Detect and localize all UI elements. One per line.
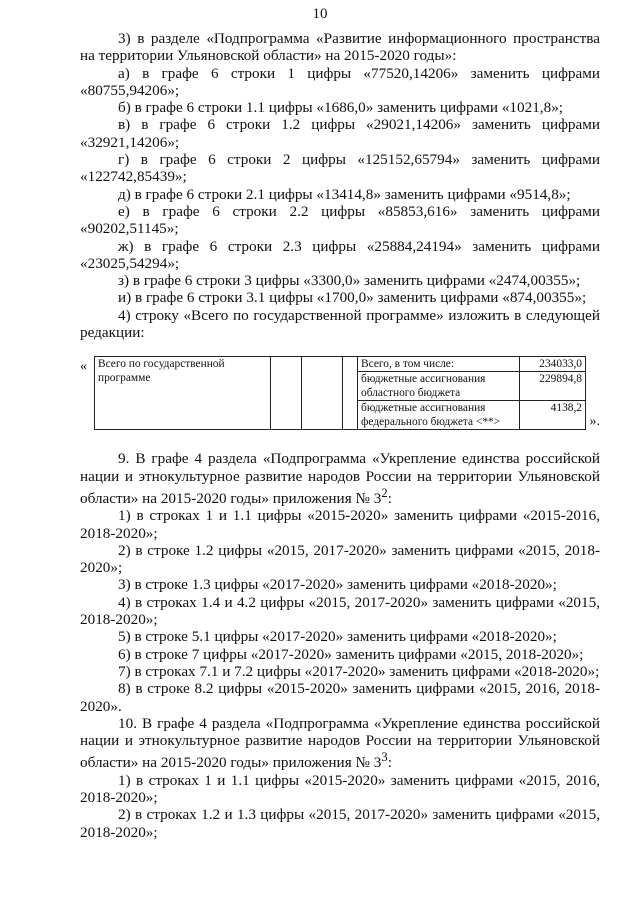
section9-item-5: 5) в строке 5.1 цифры «2017-2020» заменить цифрами «2018-2020»; <box>118 628 557 646</box>
document-body <box>80 30 600 841</box>
section9-intro-end: : <box>387 490 392 507</box>
section3-intro: 3) в разделе «Подпрограмма «Развитие информационного пространства на территории Ульяновской области» на 2015-2020 годы»: <box>80 30 600 65</box>
section3-item-z: з) в графе 6 строки 3 цифры «3300,0» заменить цифрами «2474,00355»; <box>118 272 581 290</box>
regional-budget-label: бюджетные ассигнования областного бюджета <box>358 372 520 401</box>
section10-intro-text: 10. В графе 4 раздела «Подпрограмма «Укрепление единства российской нации и этнокультурное развитие народов России на территории Ульяновской области» на 2015-2020 годы» приложения № 3 <box>80 714 600 772</box>
empty-cell <box>270 357 302 430</box>
section9-item-2: 2) в строке 1.2 цифры «2015, 2017-2020» заменить цифрами «2015, 2018-2020»; <box>80 541 600 577</box>
section9-item-1: 1) в строках 1 и 1.1 цифры «2015-2020» заменить цифрами «2015-2016, 2018-2020»; <box>80 507 600 542</box>
table-row <box>95 357 586 372</box>
section9-intro <box>80 450 600 507</box>
section9-item-4: 4) в строках 1.4 и 4.2 цифры «2015, 2017-2020» заменить цифрами «2015, 2018-2020»; <box>80 593 600 629</box>
empty-cell <box>302 357 343 430</box>
section10-item-2: 2) в строках 1.2 и 1.3 цифры «2015, 2017-2020» заменить цифрами «2015, 2018-2020»; <box>80 806 600 841</box>
section10-intro-end: : <box>387 754 392 772</box>
section9-intro-superscript: 2 <box>381 485 388 500</box>
section3-item-v: в) в графе 6 строки 1.2 цифры «29021,14206» заменить цифрами «32921,14206»; <box>80 116 600 151</box>
program-name-cell: Всего по государственной программе <box>95 357 271 430</box>
open-quote: « <box>80 359 87 375</box>
regional-budget-value: 229894,8 <box>519 372 585 401</box>
section3-item-i: и) в графе 6 строки 3.1 цифры «1700,0» заменить цифрами «874,00355»; <box>118 289 587 307</box>
section9-item-7: 7) в строках 7.1 и 7.2 цифры «2017-2020» заменить цифрами «2018-2020»; <box>118 662 600 680</box>
section3-item-zh: ж) в графе 6 строки 2.3 цифры «25884,24194» заменить цифрами «23025,54294»; <box>80 237 600 272</box>
section9-intro-text: 9. В графе 4 раздела «Подпрограмма «Укрепление единства российской нации и этнокультурное развитие народов России на территории Ульяновской области» на 2015-2020 годы» приложения № 3 <box>80 450 600 507</box>
federal-budget-value: 4138,2 <box>519 401 585 430</box>
section3-item-b: б) в графе 6 строки 1.1 цифры «1686,0» заменить цифрами «1021,8»; <box>118 99 564 117</box>
section10-item-1: 1) в строках 1 и 1.1 цифры «2015-2020» заменить цифрами «2015, 2016, 2018-2020»; <box>80 771 600 807</box>
section3-item-4: 4) строку «Всего по государственной программе» изложить в следующей редакции: <box>80 306 600 342</box>
total-value: 234033,0 <box>519 357 585 372</box>
section10-intro <box>80 715 600 772</box>
section9-item-3: 3) в строке 1.3 цифры «2017-2020» заменить цифрами «2018-2020»; <box>118 576 557 594</box>
section3-item-e: е) в графе 6 строки 2.2 цифры «85853,616» заменить цифрами «90202,51145»; <box>80 202 600 238</box>
section3-item-a: а) в графе 6 строки 1 цифры «77520,14206» заменить цифрами «80755,94206»; <box>80 64 600 99</box>
section3-item-g: г) в графе 6 строки 2 цифры «125152,65794» заменить цифрами «122742,85439»; <box>80 151 600 186</box>
section10-intro-superscript: 3 <box>381 750 388 765</box>
federal-budget-label: бюджетные ассигнования федерального бюджета <**> <box>358 401 520 430</box>
total-label: Всего, в том числе: <box>358 357 520 372</box>
empty-cell <box>343 357 358 430</box>
budget-table-block <box>80 356 600 432</box>
budget-table <box>94 356 586 430</box>
section9-item-8: 8) в строке 8.2 цифры «2015-2020» заменить цифрами «2015, 2016, 2018-2020». <box>80 680 600 715</box>
section9-item-6: 6) в строке 7 цифры «2017-2020» заменить цифрами «2015, 2018-2020»; <box>118 645 584 663</box>
close-quote: ». <box>589 414 600 430</box>
section3-item-d: д) в графе 6 строки 2.1 цифры «13414,8» заменить цифрами «9514,8»; <box>118 185 571 203</box>
page-number: 10 <box>312 6 328 22</box>
